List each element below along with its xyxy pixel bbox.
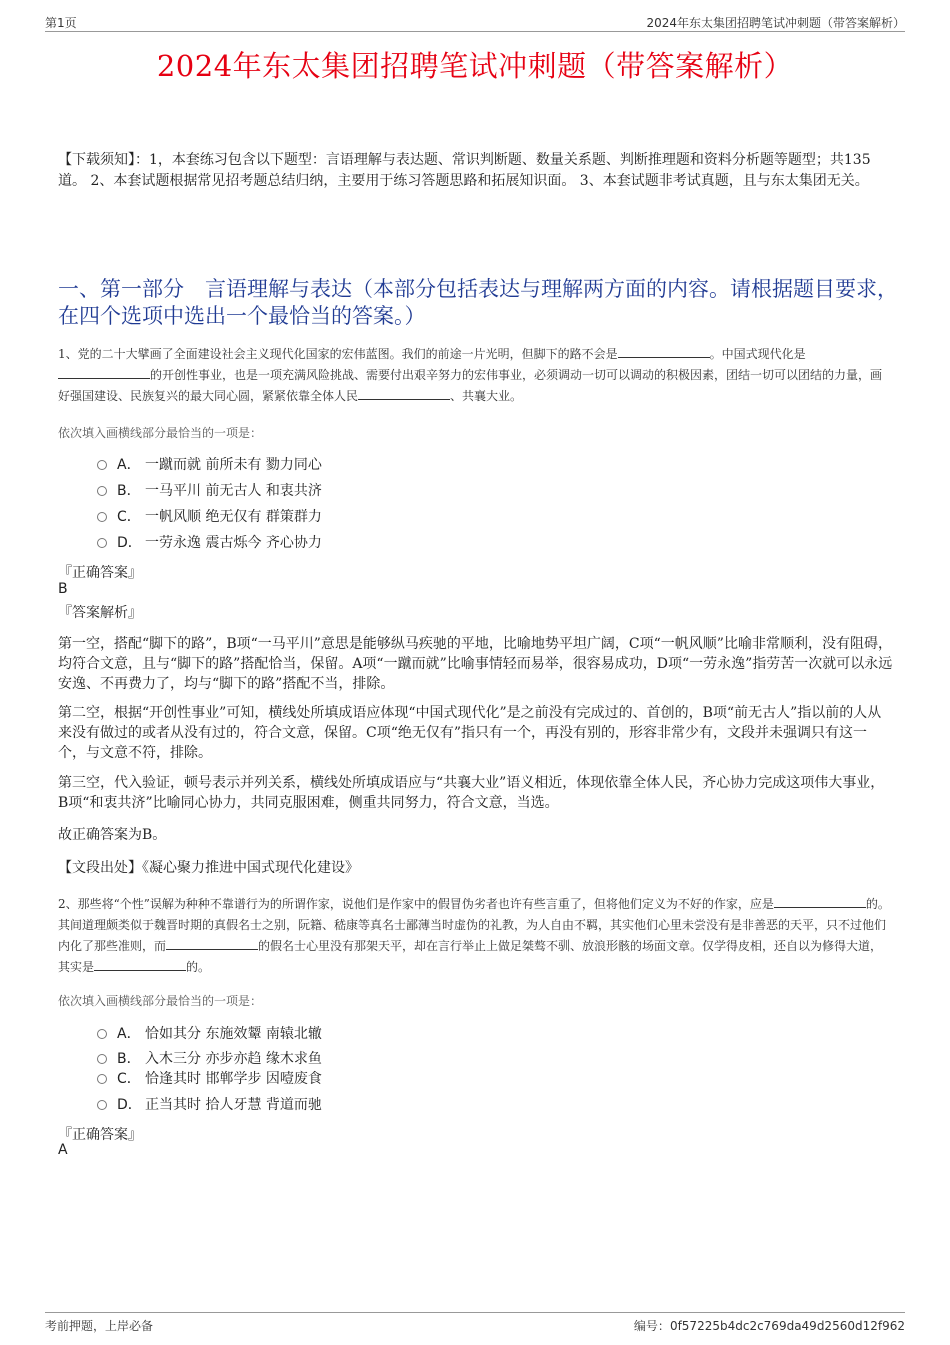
q2-text-part: 的。 bbox=[186, 960, 211, 974]
question-1-hint: 依次填入画横线部分最恰当的一项是： bbox=[58, 426, 263, 440]
q1-text-part: 。中国式现代化是 bbox=[709, 347, 806, 361]
section-heading: 一、第一部分 言语理解与表达（本部分包括表达与理解两方面的内容。请根据题目要求，在四个选项中选出一个最恰当的答案。） bbox=[58, 277, 898, 328]
fill-blank bbox=[94, 958, 186, 971]
answer-label: 『正确答案』 bbox=[58, 565, 142, 581]
q2-option-d[interactable]: D． 正当其时 拾人牙慧 背道而驰 bbox=[97, 1095, 322, 1115]
q2-option-b[interactable]: B． 入木三分 亦步亦趋 缘木求鱼 bbox=[97, 1049, 322, 1069]
q1-option-a[interactable]: A． 一蹴而就 前所未有 勠力同心 bbox=[97, 455, 322, 475]
q2-text-part: 的假名士心里没有那架天平，却在言行举止上做足桀骜不驯、放浪形骸的场面文章。仅学得皮相，还自以为修得大道，其实是 bbox=[58, 939, 883, 974]
answer-label: 『正确答案』 bbox=[58, 1127, 142, 1143]
q2-option-a[interactable]: A． 恰如其分 东施效颦 南辕北辙 bbox=[97, 1024, 322, 1044]
radio-icon[interactable] bbox=[97, 538, 107, 548]
answer-value: B bbox=[58, 581, 68, 597]
q2-text-part: 的。其间道理颇类似于魏晋时期的真假名士之别，阮籍、嵇康等真名士鄙薄当时虚伪的礼教，为人自由不羁，其实他们心里未尝没有是非善恶的天平，只不过他们内化了那些准则，而 bbox=[58, 897, 890, 953]
q1-text-part: 、共襄大业。 bbox=[450, 389, 523, 403]
document-code: 编号：0f57225b4dc2c769da49d2560d12f962 bbox=[633, 1319, 905, 1333]
radio-icon[interactable] bbox=[97, 1100, 107, 1110]
radio-icon[interactable] bbox=[97, 486, 107, 496]
radio-icon[interactable] bbox=[97, 1054, 107, 1064]
analysis-conclusion: 故正确答案为B。 bbox=[58, 827, 167, 843]
document-title: 2024年东太集团招聘笔试冲刺题（带答案解析） bbox=[156, 49, 794, 83]
running-header-title: 2024年东太集团招聘笔试冲刺题（带答案解析） bbox=[646, 16, 905, 30]
q1-option-d[interactable]: D． 一劳永逸 震古烁今 齐心协力 bbox=[97, 533, 322, 553]
q2-text-part: 2、那些将“个性”误解为种种不靠谱行为的所谓作家，说他们是作家中的假冒伪劣者也许有些言重了，但将他们定义为不好的作家，应是 bbox=[58, 897, 774, 911]
q1-option-b[interactable]: B． 一马平川 前无古人 和衷共济 bbox=[97, 481, 322, 501]
q1-text-part: 的开创性事业，也是一项充满风险挑战、需要付出艰辛努力的宏伟事业，必须调动一切可以调动的积极因素，团结一切可以团结的力量，画好强国建设、民族复兴的最大同心圆，紧紧依靠全体人民 bbox=[58, 368, 883, 403]
question-2-hint: 依次填入画横线部分最恰当的一项是： bbox=[58, 994, 263, 1008]
q1-text-part: 1、党的二十大擘画了全面建设社会主义现代化国家的宏伟蓝图。我们的前途一片光明，但脚下的路不会是 bbox=[58, 347, 618, 361]
source-citation: 【文段出处】《凝心聚力推进中国式现代化建设》 bbox=[58, 860, 359, 876]
radio-icon[interactable] bbox=[97, 1074, 107, 1084]
fill-blank bbox=[58, 366, 150, 379]
analysis-label: 『答案解析』 bbox=[58, 605, 142, 621]
analysis-paragraph: 第三空，代入验证，顿号表示并列关系，横线处所填成语应与“共襄大业”语义相近，体现依靠全体人民，齐心协力完成这项伟大事业，B项“和衷共济”比喻同心协力，共同克服困难，侧重共同努力，符合文意，当选。 bbox=[58, 775, 885, 811]
fill-blank bbox=[166, 937, 258, 950]
analysis-paragraph: 第二空，根据“开创性事业”可知，横线处所填成语应体现“中国式现代化”是之前没有完成过的、首创的，B项“前无古人”指以前的人从来没有做过的或者从没有过的，符合文意，保留。C项“绝无仅有”指只有一个，再没有别的，形容非常少有，文段并未强调只有这一个，与文意不符，排除。 bbox=[58, 705, 882, 761]
question-2-text bbox=[58, 894, 893, 978]
fill-blank bbox=[618, 345, 710, 358]
analysis-paragraph: 第一空，搭配“脚下的路”，B项“一马平川”意思是能够纵马疾驰的平地，比喻地势平坦广阔，C项“一帆风顺”比喻非常顺利，没有阻碍，均符合文意，且与“脚下的路”搭配恰当，保留。A项“一蹴而就”比喻事情轻而易举，很容易成功，D项“一劳永逸”指劳苦一次就可以永远安逸、不再费力了，均与“脚下的路”搭配不当，排除。 bbox=[58, 636, 893, 692]
fill-blank bbox=[358, 387, 450, 400]
radio-icon[interactable] bbox=[97, 1029, 107, 1039]
answer-value: A bbox=[58, 1142, 68, 1158]
footer-slogan: 考前押题，上岸必备 bbox=[45, 1319, 154, 1333]
fill-blank bbox=[774, 895, 866, 908]
download-notice: 【下载须知】：1，本套练习包含以下题型：言语理解与表达题、常识判断题、数量关系题、判断推理题和资料分析题等题型；共135道。 2、本套试题根据常见招考题总结归纳，主要用于练习答题思路和拓展知识面。 3、本套试题非考试真题，且与东太集团无关。 bbox=[58, 152, 871, 189]
page-number: 第1页 bbox=[45, 16, 77, 30]
footer-divider bbox=[45, 1312, 905, 1313]
header-divider bbox=[45, 31, 905, 32]
question-1-text bbox=[58, 344, 893, 407]
radio-icon[interactable] bbox=[97, 460, 107, 470]
radio-icon[interactable] bbox=[97, 512, 107, 522]
q1-option-c[interactable]: C． 一帆风顺 绝无仅有 群策群力 bbox=[97, 507, 322, 527]
q2-option-c[interactable]: C． 恰逢其时 邯郸学步 因噎废食 bbox=[97, 1069, 322, 1089]
